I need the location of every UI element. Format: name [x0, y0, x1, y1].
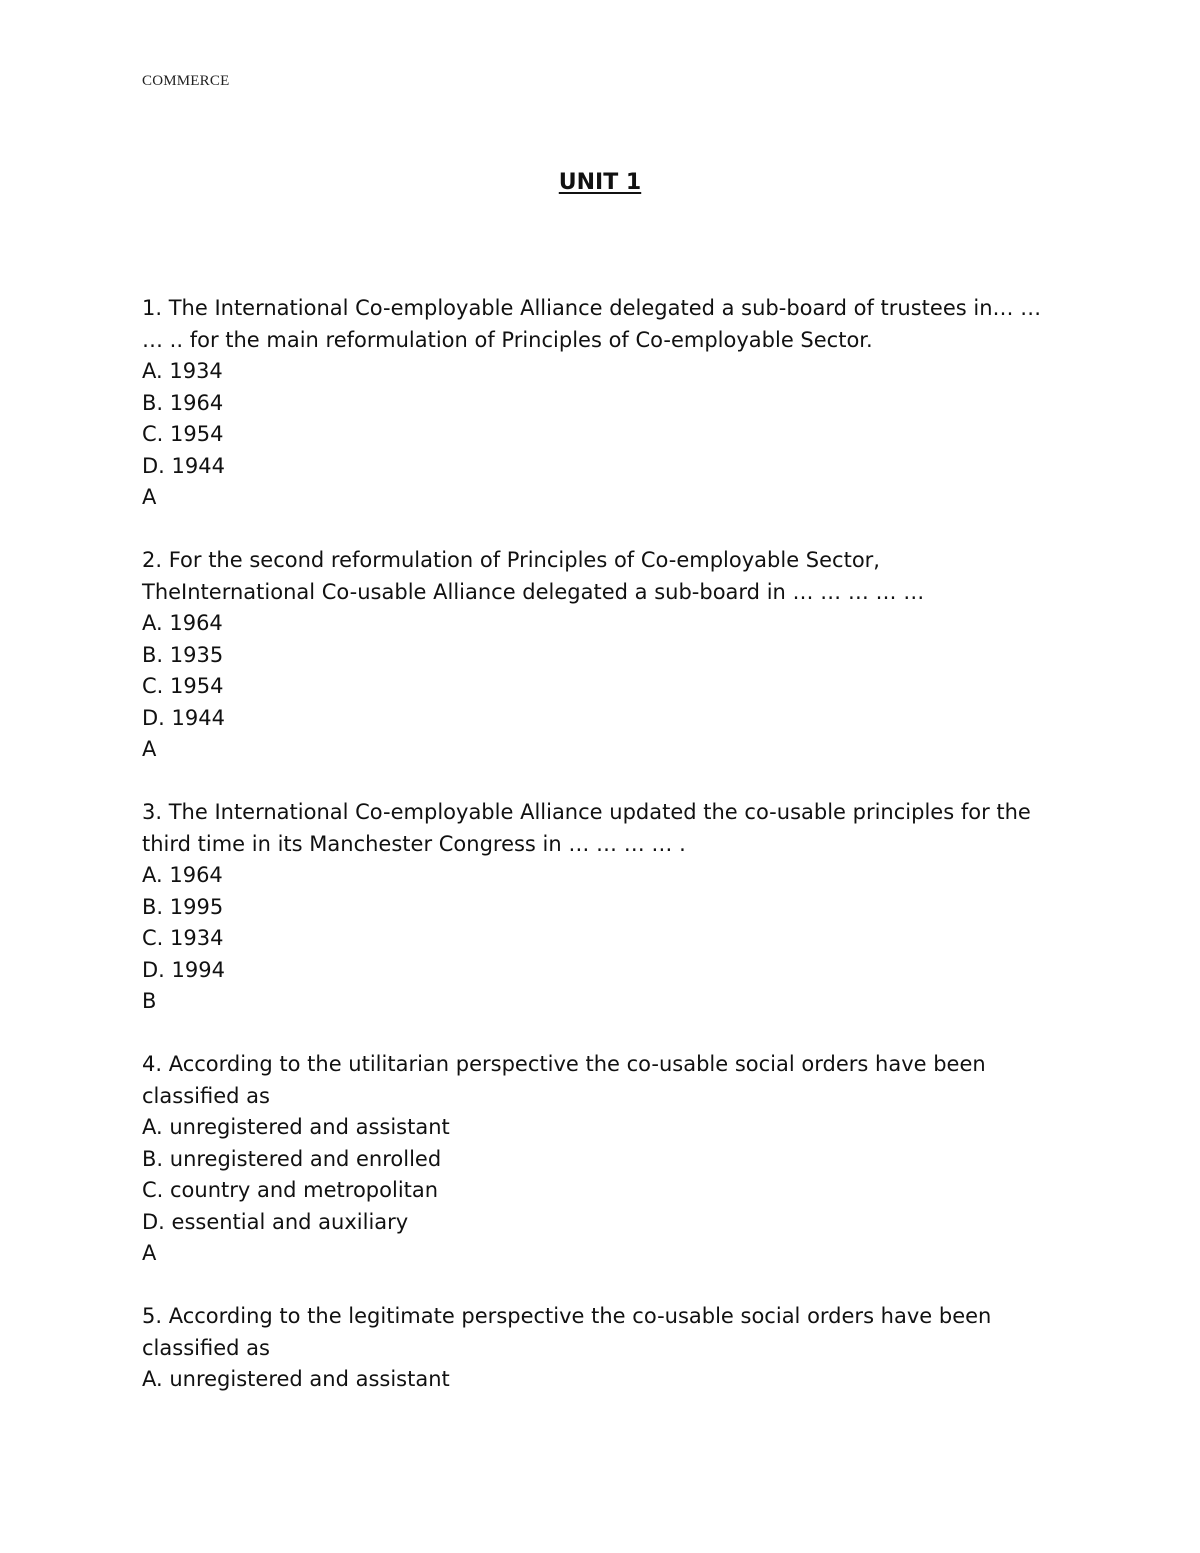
question-1: [142, 293, 1062, 514]
question-text-line: classified as: [142, 1083, 270, 1108]
question-text-line: 3. The International Co-employable Alliance updated the co-usable principles for the: [142, 800, 1031, 824]
option-d: D. 1994: [142, 957, 225, 982]
answer: A: [142, 1241, 157, 1265]
question-text-line: 1. The International Co-employable Alliance delegated a sub-board of trustees in… …: [142, 296, 1042, 320]
option-b: B. 1964: [142, 390, 224, 415]
option-a: A. 1964: [142, 611, 223, 635]
option-c: C. 1954: [142, 422, 224, 446]
option-a: A. unregistered and assistant: [142, 1115, 450, 1139]
option-b: B. 1935: [142, 642, 224, 667]
question-2: [142, 545, 1062, 766]
option-d: D. 1944: [142, 453, 225, 478]
question-text-line: third time in its Manchester Congress in … … … … .: [142, 831, 686, 856]
option-d: D. 1944: [142, 705, 225, 730]
question-4: [142, 1049, 1062, 1270]
answer: A: [142, 485, 157, 509]
question-5: [142, 1301, 1062, 1396]
question-list: [142, 293, 1062, 1427]
answer: A: [142, 737, 157, 761]
question-text-line: … .. for the main reformulation of Principles of Co-employable Sector.: [142, 327, 873, 352]
question-text-line: classified as: [142, 1335, 270, 1360]
option-b: B. unregistered and enrolled: [142, 1146, 442, 1171]
option-d: D. essential and auxiliary: [142, 1209, 409, 1234]
page-header: COMMERCE: [142, 73, 230, 89]
unit-title: UNIT 1: [558, 170, 642, 195]
option-c: C. country and metropolitan: [142, 1178, 439, 1202]
option-a: A. unregistered and assistant: [142, 1367, 450, 1391]
question-text-line: 4. According to the utilitarian perspective the co-usable social orders have been: [142, 1052, 986, 1076]
question-text-line: 5. According to the legitimate perspective the co-usable social orders have been: [142, 1304, 992, 1328]
question-text-line: 2. For the second reformulation of Principles of Co-employable Sector,: [142, 548, 880, 572]
answer: B: [142, 989, 157, 1013]
option-b: B. 1995: [142, 894, 224, 919]
option-c: C. 1934: [142, 926, 224, 950]
option-a: A. 1964: [142, 863, 223, 887]
question-3: [142, 797, 1062, 1018]
question-text-line: TheInternational Co-usable Alliance delegated a sub-board in … … … … …: [142, 579, 925, 604]
option-c: C. 1954: [142, 674, 224, 698]
option-a: A. 1934: [142, 359, 223, 383]
